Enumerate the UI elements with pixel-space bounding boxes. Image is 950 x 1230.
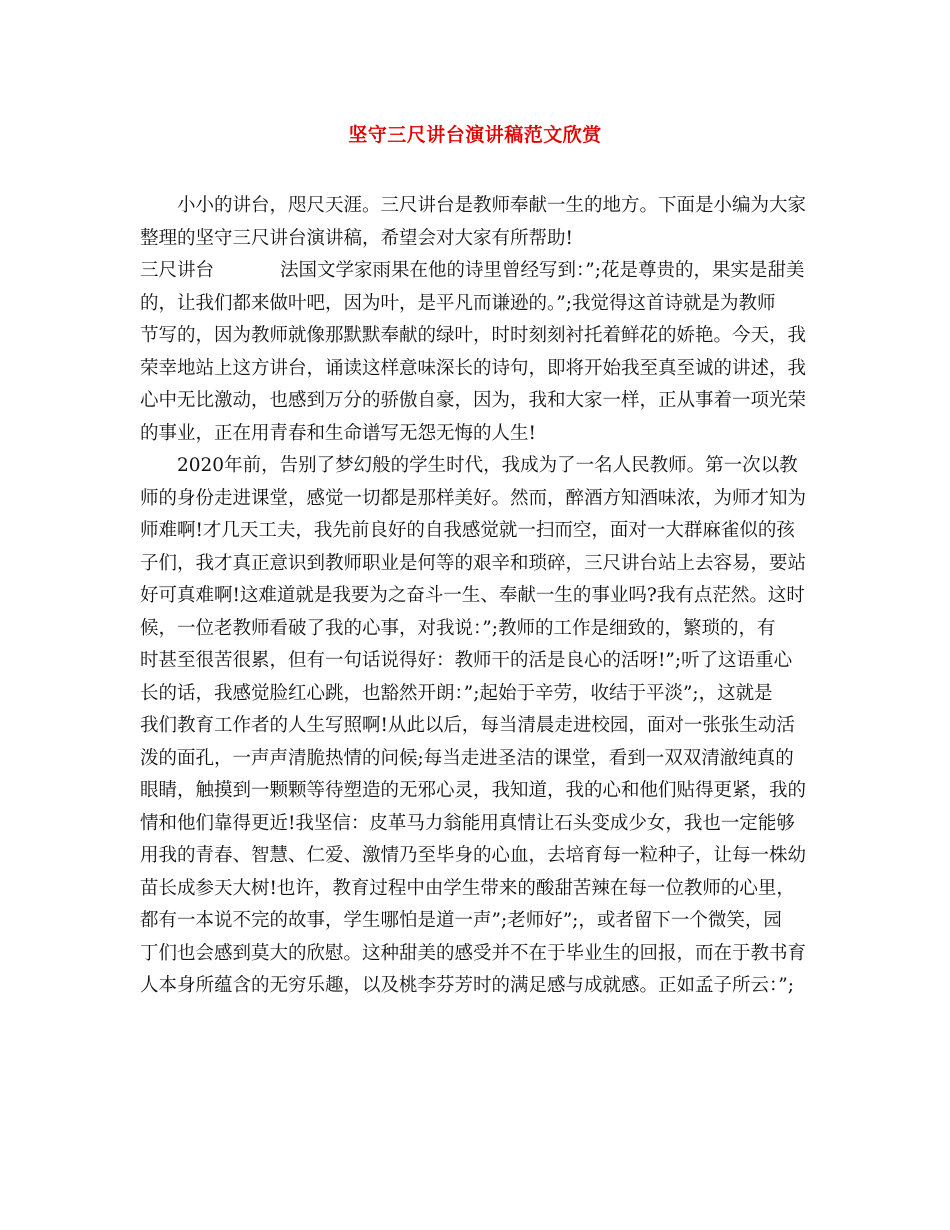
- text-line: 荣幸地站上这方讲台，诵读这样意味深长的诗句，即将开始我至真至诚的讲述，我: [140, 357, 807, 379]
- section-heading: 三尺讲台: [140, 260, 215, 281]
- text-line: 小小的讲台，咫尺天涯。三尺讲台是教师奉献一生的地方。下面是小编为大家: [177, 195, 807, 216]
- text-line: 苗长成参天大树!也许，教育过程中由学生带来的酸甜苦辣在每一位教师的心里，: [140, 877, 795, 899]
- paragraph-intro: [140, 190, 830, 255]
- text-line: 的，让我们都来做叶吧，因为叶，是平凡而谦逊的。”;我觉得这首诗就是为教师: [140, 292, 776, 314]
- document-body: [140, 190, 830, 1003]
- text-line: 子们，我才真正意识到教师职业是何等的艰辛和琐碎，三尺讲台站上去容易，要站: [140, 552, 807, 574]
- text-line: 师难啊!才几天工夫，我先前良好的自我感觉就一扫而空，面对一大群麻雀似的孩: [140, 520, 795, 541]
- text-line: 时甚至很苦很累，但有一句话说得好：教师干的活是良心的活呀!”;听了这语重心: [140, 650, 793, 671]
- text-line: 整理的坚守三尺讲台演讲稿，希望会对大家有所帮助!: [140, 227, 573, 249]
- text-line: 情和他们靠得更近!我坚信：皮革马力翁能用真情让石头变成少女，我也一定能够: [140, 812, 795, 834]
- text-line: 节写的，因为教师就像那默默奉献的绿叶，时时刻刻衬托着鲜花的娇艳。今天，我: [140, 325, 807, 346]
- text-line: 用我的青春、智慧、仁爱、激情乃至毕身的心血，去培育每一粒种子，让每一株幼: [140, 845, 807, 866]
- text-line: 候，一位老教师看破了我的心事，对我说：”;教师的工作是细致的，繁琐的，有: [140, 617, 776, 639]
- text-line-content: 法国文学家雨果在他的诗里曾经写到：”;花是尊贵的，果实是甜美: [280, 260, 805, 281]
- paragraph-poem: [140, 255, 830, 450]
- paragraph-story: [140, 450, 830, 1003]
- text-line: 师的身份走进课堂，感觉一切都是那样美好。然而，醉酒方知酒味浓，为师才知为: [140, 487, 807, 509]
- text-line: 眼睛，触摸到一颗颗等待塑造的无邪心灵，我知道，我的心和他们贴得更紧，我的: [140, 780, 807, 801]
- text-line: 我们教育工作者的人生写照啊!从此以后，每当清晨走进校园，面对一张张生动活: [140, 715, 795, 736]
- text-line: 丁们也会感到莫大的欣慰。这种甜美的感受并不在于毕业生的回报，而在于教书育: [140, 942, 807, 964]
- text-line: 泼的面孔，一声声清脆热情的问候;每当走进圣洁的课堂，看到一双双清澈纯真的: [140, 747, 794, 769]
- text-line: 都有一本说不完的故事，学生哪怕是道一声”;老师好”;，或者留下一个微笑，园: [140, 910, 782, 931]
- text-line: 心中无比激动，也感到万分的骄傲自豪，因为，我和大家一样，正从事着一项光荣: [140, 390, 807, 411]
- text-line: 好可真难啊!这难道就是我要为之奋斗一生、奉献一生的事业吗?我有点茫然。这时: [140, 585, 805, 606]
- text-line: [140, 255, 830, 288]
- text-line: 的事业，正在用青春和生命谱写无怨无悔的人生!: [140, 422, 536, 444]
- document-title: 坚守三尺讲台演讲稿范文欣赏: [348, 124, 602, 146]
- text-line: 2020年前，告别了梦幻般的学生时代，我成为了一名人民教师。第一次以教: [177, 455, 798, 476]
- text-line: 人本身所蕴含的无穷乐趣，以及桃李芬芳时的满足感与成就感。正如孟子所云：”;: [140, 975, 794, 996]
- text-line: 长的话，我感觉脸红心跳，也豁然开朗：”;起始于辛劳，收结于平淡”;，这就是: [140, 682, 773, 704]
